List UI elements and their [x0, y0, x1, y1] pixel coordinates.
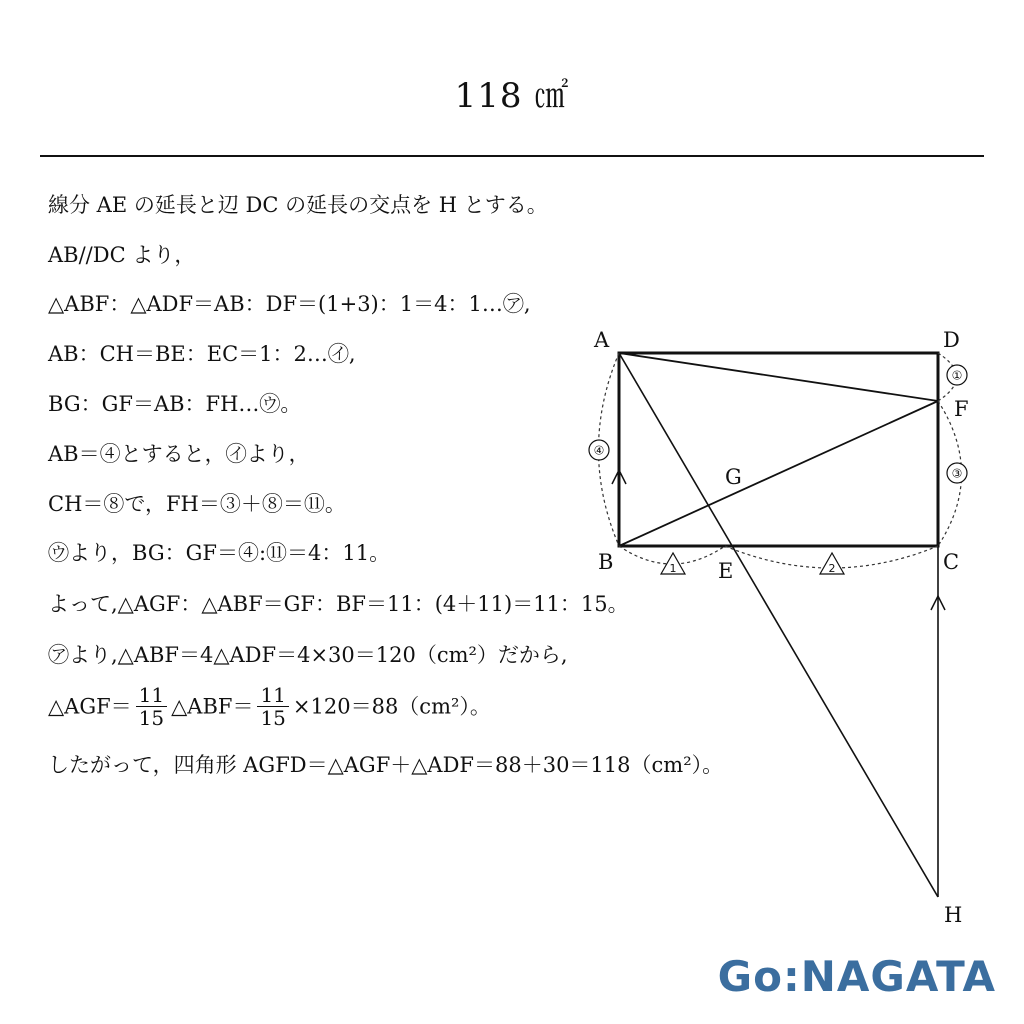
- solution-line-3: △ABF：△ADF＝AB：DF＝(1+3)：1＝4：1…㋐,: [48, 292, 531, 316]
- mark-df-text: ①: [951, 368, 963, 383]
- point-label-c: C: [943, 550, 960, 574]
- mark-fc-text: ③: [951, 466, 963, 481]
- point-label-g: G: [725, 465, 742, 489]
- solution-line-6: AB＝④とすると，㋑より，: [48, 442, 310, 466]
- brand-logo: Go:NAGATA: [717, 952, 996, 1001]
- segment-af: [619, 353, 938, 401]
- mark-ab-text: ④: [593, 443, 605, 458]
- segment-bf: [619, 401, 938, 546]
- formula-part-2: △ABF＝: [171, 694, 254, 719]
- point-label-d: D: [943, 328, 960, 352]
- solution-line-10: ㋐より,△ABF＝4△ADF＝4×30＝120（cm²）だから,: [48, 643, 568, 667]
- solution-line-1: 線分 AE の延長と辺 DC の延長の交点を H とする。: [48, 193, 548, 217]
- solution-line-8: ㋒より，BG：GF＝④:⑪＝4：11。: [48, 541, 391, 565]
- mark-ec-text: 2: [828, 562, 836, 575]
- formula-part-3: ×120＝88（cm²）。: [292, 694, 491, 719]
- solution-line-7: CH＝⑧で，FH＝③＋⑧＝⑪。: [48, 492, 346, 516]
- solution-line-9: よって,△AGF：△ABF＝GF：BF＝11：(4＋11)＝11：15。: [48, 592, 629, 616]
- solution-line-2: AB//DC より，: [48, 243, 196, 267]
- formula-part-1: △AGF＝: [48, 694, 132, 719]
- mark-be-text: 1: [669, 562, 677, 575]
- fraction-1-denominator: 15: [138, 706, 165, 730]
- solution-line-12: したがって，四角形 AGFD＝△AGF＋△ADF＝88＋30＝118（cm²）。: [48, 753, 724, 777]
- rectangle-abcd: [619, 353, 938, 546]
- answer-heading: 118 ㎠: [454, 76, 570, 116]
- segment-ah: [619, 353, 938, 897]
- point-label-h: H: [944, 903, 963, 927]
- solution-line-4: AB：CH＝BE：EC＝1：2…㋑,: [48, 342, 356, 366]
- point-label-b: B: [598, 550, 614, 574]
- point-label-f: F: [954, 397, 969, 421]
- point-label-a: A: [594, 328, 610, 352]
- fraction-2-denominator: 15: [260, 706, 286, 730]
- fraction-1-numerator: 11: [136, 684, 167, 707]
- point-label-e: E: [718, 559, 734, 583]
- solution-line-5: BG：GF＝AB：FH…㋒。: [48, 392, 302, 416]
- fraction-2-numerator: 11: [257, 684, 288, 707]
